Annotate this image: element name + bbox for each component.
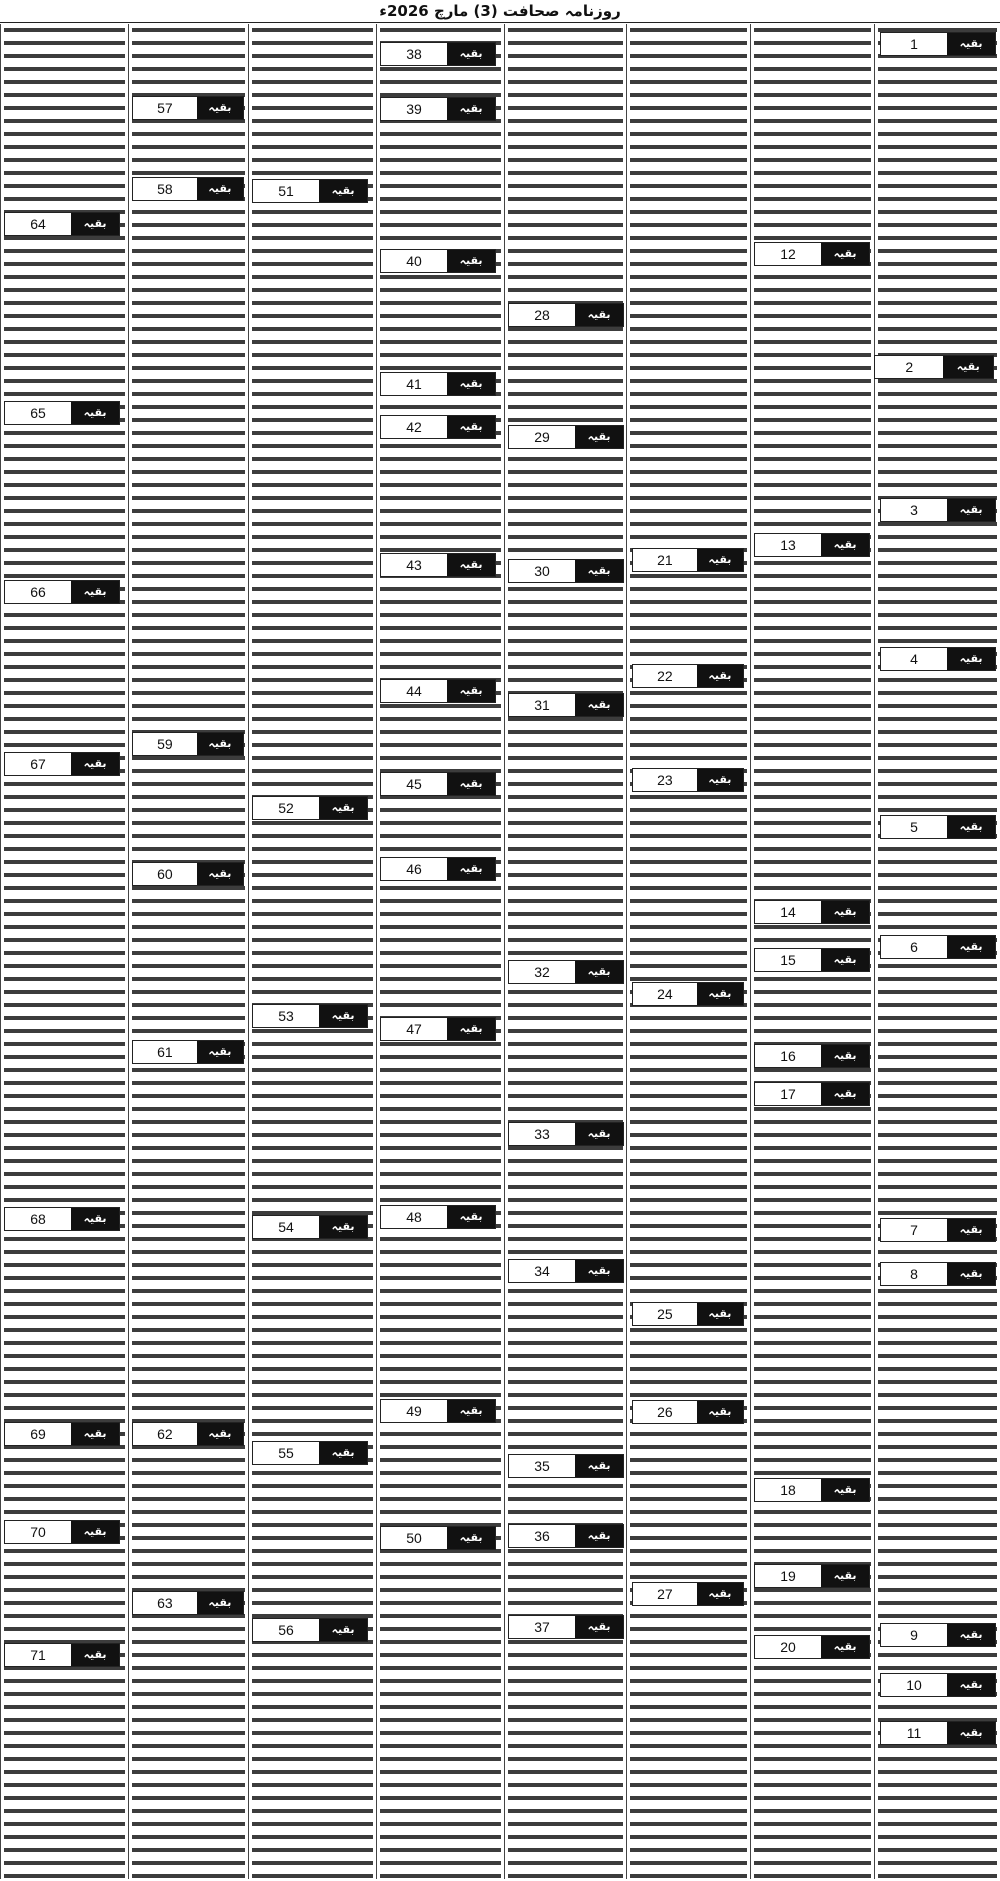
continuation-label: بقیہ: [197, 1592, 243, 1614]
continuation-box-20: [754, 1635, 870, 1659]
continuation-label: بقیہ: [197, 733, 243, 755]
continuation-label: بقیہ: [821, 949, 869, 971]
continuation-label: بقیہ: [575, 1455, 623, 1477]
continuation-box-63: [132, 1591, 244, 1615]
continuation-box-38: [380, 42, 496, 66]
continuation-box-40: [380, 249, 496, 273]
continuation-label: بقیہ: [821, 1045, 869, 1067]
continuation-label: بقیہ: [447, 858, 495, 880]
continuation-box-61: [132, 1040, 244, 1064]
continuation-box-47: [380, 1017, 496, 1041]
continuation-box-2: [874, 355, 994, 379]
continuation-box-28: [508, 303, 624, 327]
continuation-number: 58: [157, 181, 173, 197]
continuation-box-6: [880, 935, 996, 959]
continuation-number: 45: [406, 776, 422, 792]
continuation-label: بقیہ: [821, 1565, 869, 1587]
continuation-label: بقیہ: [71, 213, 119, 235]
continuation-label: بقیہ: [697, 769, 743, 791]
continuation-box-33: [508, 1122, 624, 1146]
continuation-number: 64: [30, 216, 46, 232]
continuation-label: بقیہ: [447, 773, 495, 795]
continuation-label: بقیہ: [575, 1616, 623, 1638]
continuation-number: 67: [30, 756, 46, 772]
continuation-box-37: [508, 1615, 624, 1639]
continuation-box-26: [632, 1400, 744, 1424]
continuation-label: بقیہ: [947, 1722, 995, 1744]
continuation-label: بقیہ: [821, 901, 869, 923]
continuation-number: 50: [406, 1530, 422, 1546]
continuation-box-1: [880, 32, 996, 56]
continuation-label: بقیہ: [947, 648, 995, 670]
continuation-box-71: [4, 1643, 120, 1667]
continuation-number: 48: [406, 1209, 422, 1225]
continuation-box-9: [880, 1623, 996, 1647]
column-1: [0, 24, 128, 1879]
continuation-label: بقیہ: [947, 1263, 995, 1285]
continuation-number: 18: [780, 1482, 796, 1498]
continuation-box-45: [380, 772, 496, 796]
continuation-label: بقیہ: [821, 243, 869, 265]
continuation-number: 6: [910, 939, 918, 955]
continuation-label: بقیہ: [575, 560, 623, 582]
continuation-label: بقیہ: [71, 1208, 119, 1230]
continuation-number: 60: [157, 866, 173, 882]
continuation-label: بقیہ: [447, 1018, 495, 1040]
continuation-box-21: [632, 548, 744, 572]
continuation-number: 43: [406, 557, 422, 573]
continuation-label: بقیہ: [319, 797, 367, 819]
continuation-label: بقیہ: [697, 549, 743, 571]
continuation-label: بقیہ: [821, 534, 869, 556]
continuation-box-16: [754, 1044, 870, 1068]
continuation-box-39: [380, 97, 496, 121]
continuation-number: 39: [406, 101, 422, 117]
continuation-label: بقیہ: [447, 43, 495, 65]
continuation-number: 35: [534, 1458, 550, 1474]
continuation-number: 41: [406, 376, 422, 392]
continuation-number: 16: [780, 1048, 796, 1064]
continuation-number: 66: [30, 584, 46, 600]
continuation-box-42: [380, 415, 496, 439]
continuation-box-13: [754, 533, 870, 557]
continuation-label: بقیہ: [447, 98, 495, 120]
continuation-number: 61: [157, 1044, 173, 1060]
continuation-number: 71: [30, 1647, 46, 1663]
continuation-label: بقیہ: [697, 983, 743, 1005]
continuation-label: بقیہ: [447, 416, 495, 438]
continuation-number: 5: [910, 819, 918, 835]
continuation-box-30: [508, 559, 624, 583]
continuation-number: 1: [910, 36, 918, 52]
continuation-box-53: [252, 1004, 368, 1028]
continuation-box-67: [4, 752, 120, 776]
continuation-number: 30: [534, 563, 550, 579]
continuation-label: بقیہ: [947, 816, 995, 838]
continuation-label: بقیہ: [197, 178, 243, 200]
continuation-label: بقیہ: [697, 1401, 743, 1423]
continuation-box-3: [880, 498, 996, 522]
continuation-number: 27: [657, 1586, 673, 1602]
continuation-number: 26: [657, 1404, 673, 1420]
continuation-box-43: [380, 553, 496, 577]
continuation-number: 63: [157, 1595, 173, 1611]
continuation-number: 68: [30, 1211, 46, 1227]
continuation-number: 33: [534, 1126, 550, 1142]
continuation-box-18: [754, 1478, 870, 1502]
continuation-label: بقیہ: [821, 1083, 869, 1105]
continuation-number: 53: [278, 1008, 294, 1024]
continuation-number: 38: [406, 46, 422, 62]
continuation-box-46: [380, 857, 496, 881]
continuation-box-4: [880, 647, 996, 671]
continuation-number: 11: [906, 1725, 922, 1741]
continuation-number: 13: [780, 537, 796, 553]
continuation-label: بقیہ: [71, 1521, 119, 1543]
continuation-label: بقیہ: [575, 1123, 623, 1145]
continuation-number: 51: [278, 183, 294, 199]
continuation-box-56: [252, 1618, 368, 1642]
continuation-number: 52: [278, 800, 294, 816]
continuation-box-55: [252, 1441, 368, 1465]
continuation-box-29: [508, 425, 624, 449]
continuation-number: 29: [534, 429, 550, 445]
continuation-label: بقیہ: [447, 554, 495, 576]
continuation-box-48: [380, 1205, 496, 1229]
continuation-number: 12: [780, 246, 796, 262]
column-4: [376, 24, 504, 1879]
continuation-number: 23: [657, 772, 673, 788]
continuation-box-5: [880, 815, 996, 839]
continuation-number: 46: [406, 861, 422, 877]
continuation-label: بقیہ: [447, 680, 495, 702]
continuation-label: بقیہ: [447, 1400, 495, 1422]
continuation-box-68: [4, 1207, 120, 1231]
continuation-label: بقیہ: [697, 665, 743, 687]
continuation-box-19: [754, 1564, 870, 1588]
continuation-box-52: [252, 796, 368, 820]
continuation-label: بقیہ: [947, 499, 995, 521]
continuation-number: 69: [30, 1426, 46, 1442]
continuation-number: 17: [780, 1086, 796, 1102]
continuation-box-10: [880, 1673, 996, 1697]
continuation-label: بقیہ: [447, 1206, 495, 1228]
continuation-label: بقیہ: [575, 1260, 623, 1282]
continuation-box-66: [4, 580, 120, 604]
continuation-box-41: [380, 372, 496, 396]
continuation-box-24: [632, 982, 744, 1006]
continuation-number: 57: [157, 100, 173, 116]
continuation-number: 21: [657, 552, 673, 568]
continuation-label: بقیہ: [197, 1423, 243, 1445]
continuation-label: بقیہ: [71, 402, 119, 424]
continuation-box-32: [508, 960, 624, 984]
continuation-box-64: [4, 212, 120, 236]
continuation-label: بقیہ: [821, 1479, 869, 1501]
continuation-number: 65: [30, 405, 46, 421]
continuation-number: 8: [910, 1266, 918, 1282]
continuation-number: 32: [534, 964, 550, 980]
continuation-number: 44: [406, 683, 422, 699]
continuation-label: بقیہ: [319, 1442, 367, 1464]
continuation-label: بقیہ: [697, 1303, 743, 1325]
continuation-number: 59: [157, 736, 173, 752]
continuation-number: 49: [406, 1403, 422, 1419]
continuation-number: 31: [534, 697, 550, 713]
continuation-box-27: [632, 1582, 744, 1606]
continuation-number: 36: [534, 1528, 550, 1544]
continuation-box-8: [880, 1262, 996, 1286]
continuation-number: 42: [406, 419, 422, 435]
continuation-label: بقیہ: [319, 180, 367, 202]
continuation-number: 47: [406, 1021, 422, 1037]
continuation-label: بقیہ: [447, 373, 495, 395]
continuation-label: بقیہ: [197, 863, 243, 885]
continuation-box-49: [380, 1399, 496, 1423]
continuation-label: بقیہ: [575, 304, 623, 326]
continuation-label: بقیہ: [943, 356, 993, 378]
continuation-number: 14: [780, 904, 796, 920]
continuation-number: 9: [910, 1627, 918, 1643]
continuation-box-54: [252, 1215, 368, 1239]
continuation-number: 4: [910, 651, 918, 667]
continuation-label: بقیہ: [71, 1644, 119, 1666]
continuation-label: بقیہ: [947, 1219, 995, 1241]
continuation-box-65: [4, 401, 120, 425]
continuation-box-57: [132, 96, 244, 120]
continuation-number: 25: [657, 1306, 673, 1322]
column-3: [248, 24, 376, 1879]
continuation-label: بقیہ: [197, 1041, 243, 1063]
continuation-box-62: [132, 1422, 244, 1446]
continuation-number: 62: [157, 1426, 173, 1442]
continuation-number: 19: [780, 1568, 796, 1584]
continuation-box-34: [508, 1259, 624, 1283]
continuation-label: بقیہ: [821, 1636, 869, 1658]
continuation-box-23: [632, 768, 744, 792]
continuation-number: 34: [534, 1263, 550, 1279]
continuation-label: بقیہ: [947, 936, 995, 958]
continuation-box-36: [508, 1524, 624, 1548]
continuation-number: 2: [905, 359, 914, 375]
continuation-label: بقیہ: [947, 33, 995, 55]
continuation-box-69: [4, 1422, 120, 1446]
continuation-label: بقیہ: [575, 1525, 623, 1547]
continuation-label: بقیہ: [447, 1527, 495, 1549]
continuation-label: بقیہ: [319, 1005, 367, 1027]
continuation-box-17: [754, 1082, 870, 1106]
continuation-box-44: [380, 679, 496, 703]
continuation-box-14: [754, 900, 870, 924]
continuation-number: 55: [278, 1445, 294, 1461]
continuation-box-25: [632, 1302, 744, 1326]
continuation-number: 37: [534, 1619, 550, 1635]
continuation-label: بقیہ: [575, 694, 623, 716]
continuation-number: 22: [657, 668, 673, 684]
continuation-label: بقیہ: [947, 1674, 995, 1696]
continuation-box-12: [754, 242, 870, 266]
continuation-box-7: [880, 1218, 996, 1242]
continuation-box-50: [380, 1526, 496, 1550]
continuation-label: بقیہ: [71, 753, 119, 775]
continuation-label: بقیہ: [197, 97, 243, 119]
continuation-number: 10: [906, 1677, 922, 1693]
continuation-label: بقیہ: [319, 1619, 367, 1641]
continuation-number: 70: [30, 1524, 46, 1540]
continuation-label: بقیہ: [71, 581, 119, 603]
continuation-label: بقیہ: [947, 1624, 995, 1646]
continuation-label: بقیہ: [575, 426, 623, 448]
continuation-number: 20: [780, 1639, 796, 1655]
continuation-box-35: [508, 1454, 624, 1478]
continuation-box-22: [632, 664, 744, 688]
continuation-number: 56: [278, 1622, 294, 1638]
continuation-box-11: [880, 1721, 996, 1745]
continuation-box-51: [252, 179, 368, 203]
continuation-label: بقیہ: [697, 1583, 743, 1605]
continuation-number: 28: [534, 307, 550, 323]
continuation-box-15: [754, 948, 870, 972]
continuation-label: بقیہ: [71, 1423, 119, 1445]
page-title: روزنامہ صحافت (3) مارچ 2026ء: [0, 0, 1000, 23]
continuation-box-60: [132, 862, 244, 886]
continuation-box-59: [132, 732, 244, 756]
continuation-number: 15: [780, 952, 796, 968]
continuation-number: 24: [657, 986, 673, 1002]
continuation-label: بقیہ: [575, 961, 623, 983]
continuation-number: 54: [278, 1219, 294, 1235]
continuation-box-70: [4, 1520, 120, 1544]
continuation-label: بقیہ: [447, 250, 495, 272]
continuation-number: 7: [910, 1222, 918, 1238]
continuation-number: 40: [406, 253, 422, 269]
continuation-box-31: [508, 693, 624, 717]
continuation-number: 3: [910, 502, 918, 518]
continuation-label: بقیہ: [319, 1216, 367, 1238]
continuation-box-58: [132, 177, 244, 201]
